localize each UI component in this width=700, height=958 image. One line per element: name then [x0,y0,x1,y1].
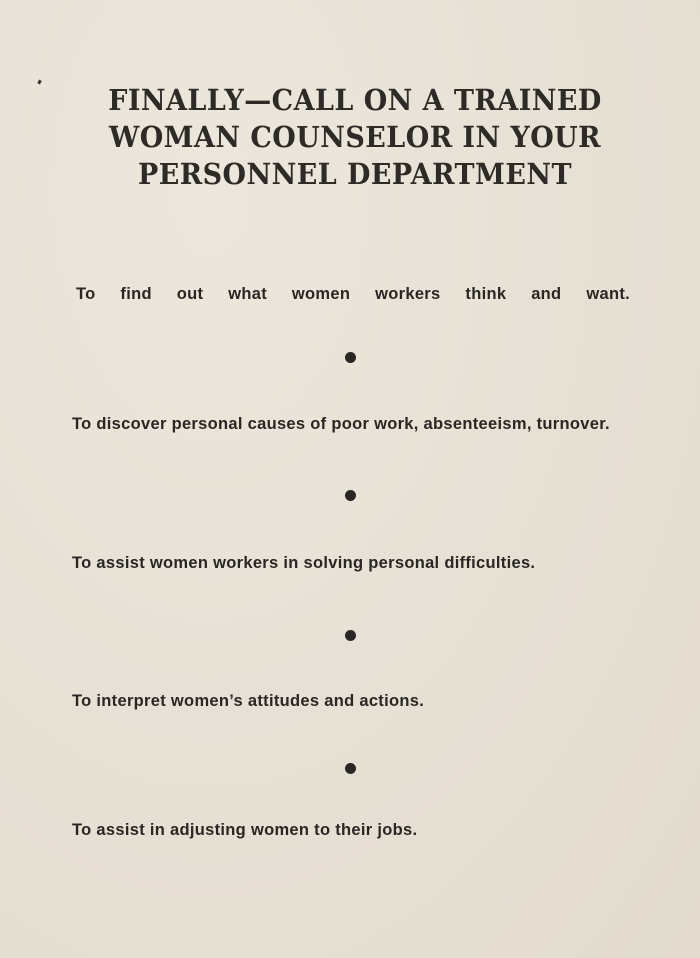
title-line: PERSONNEL DEPARTMENT [137,157,573,191]
list-item: To discover personal causes of poor work, absenteeism, turnover. [72,415,610,433]
ink-mark [37,80,42,85]
title-line: FINALLY—CALL ON A TRAINED [108,83,602,117]
bullet-icon [345,352,356,363]
title-line: WOMAN COUNSELOR IN YOUR [108,120,602,154]
bullet-icon [345,490,356,501]
list-item: To assist women workers in solving personal difficulties. [72,554,536,572]
bullet-icon [345,630,356,641]
bullet-icon [345,763,356,774]
page-title [62,82,648,193]
list-item: To interpret women’s attitudes and actions. [72,692,425,710]
list-item: To assist in adjusting women to their jobs. [72,821,418,839]
list-item: To find out what women workers think and want. [76,285,630,303]
